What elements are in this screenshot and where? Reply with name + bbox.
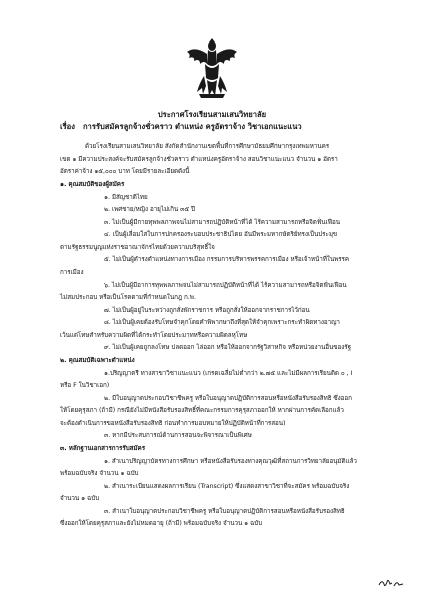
body-line: การเมือง xyxy=(60,269,84,276)
subject-key: เรื่อง xyxy=(60,122,75,131)
announcement-subject xyxy=(60,121,424,133)
body-line: ๑. สำเนาปริญญาบัตรทางการศึกษา หรือหนังสือรับรองทางคุณวุฒิที่สถานการวิทยาลัยอนุมัติแล้ว xyxy=(104,458,357,465)
body-line: ๙. ไม่เป็นผู้เคยถูกลงโทษ ปลดออก ไล่ออก หรือให้ออกจากรัฐวิสาหกิจ หรือหน่วยงานอื่นของรัฐ xyxy=(104,344,351,351)
body-line: ๗. ไม่เป็นผู้อยู่ในระหว่างถูกสั่งพักราชการ หรือถูกสั่งให้ออกจากราชการไว้ก่อน xyxy=(104,307,310,314)
body-line: เขต ๑ มีความประสงค์จะรับสมัครลูกจ้างชั่วคราว ตำแหน่งครูอัตราจ้าง สอนวิชาแนะแนว จำนวน ๑ อัตรา xyxy=(60,156,338,163)
body-line: ซึ่งออกให้โดยคุรุสภาและยังไม่หมดอายุ (ถ้ามี) พร้อมฉบับจริง จำนวน ๑ ฉบับ xyxy=(60,520,263,527)
body-line: ๒. มีใบอนุญาตประกอบวิชาชีพครู หรือใบอนุญาตปฏิบัติการสอนหรือหนังสือรับรองสิทธิ ซึ่งออก xyxy=(104,395,352,402)
announcement-title: ประกาศโรงเรียนสามเสนวิทยาลัย xyxy=(157,110,267,119)
body-line: เว้นแต่โทษสำหรับความผิดที่ได้กระทำโดยประมาทหรือความผิดลหุโทษ xyxy=(60,332,248,339)
body-line: ๑.ปริญญาตรี ทางสาขาวิชาแนะแนว (เกรดเฉลี่ยไม่ต่ำกว่า ๒.๗๕ และไม่มีผลการเรียนติด ๐ , I xyxy=(104,370,353,377)
section-heading: ๒. คุณสมบัติเฉพาะตำแหน่ง xyxy=(60,357,135,364)
body-line: อัตราค่าจ้าง ๑๕,๐๐๐ บาท โดยมีรายละเอียดดังนี้ xyxy=(60,168,190,175)
body-line: ๓. สำเนาใบอนุญาตประกอบวิชาชีพครู หรือใบอนุญาตปฏิบัติการสอนหรือหนังสือรับรองสิทธิ xyxy=(104,508,345,515)
body-line: ๘. ไม่เป็นผู้เคยต้องรับโทษจำคุกโดยคำพิพากษาถึงที่สุดให้จำคุกเพราะกระทำผิดทางอาญา xyxy=(104,319,340,326)
body-line: ให้โดยคุรุสภา (ถ้ามี) กรณียังไม่มีหนังสือรับรองสิทธิ์ที่คณะกรรมการคุรุสภาออกให้ หากผ่านการคัดเลือกแล้ว xyxy=(60,407,344,414)
body-line: ๔. เป็นผู้เลื่อมใสในการปกครองระบอบประชาธิปไตย อันมีพระมหากษัตริย์ทรงเป็นประมุข xyxy=(104,231,338,238)
subject-text: การรับสมัครลูกจ้างชั่วคราว ตำแหน่ง ครูอัตราจ้าง วิชาเอกแนะแนว xyxy=(82,122,302,131)
section-heading: ๑. คุณสมบัติของผู้สมัคร xyxy=(60,181,125,188)
garuda-emblem-icon xyxy=(185,38,239,100)
body-line: ๑. มีสัญชาติไทย xyxy=(104,194,148,201)
body-line: ๒. เพศชาย/หญิง อายุไม่เกิน ๓๕ ปี xyxy=(104,206,195,213)
body-line: ด้วยโรงเรียนสามเสนวิทยาลัย สังกัดสำนักงานเขตพื้นที่การศึกษามัธยมศึกษากรุงเทพมหานคร xyxy=(85,143,330,150)
body-line: จะต้องดำเนินการขอหนังสือรับรองสิทธิ ก่อนทำการมอบหมายให้ปฏิบัติหน้าที่การสอน) xyxy=(60,420,286,427)
body-line: ๓. หากมีประสบการณ์ด้านการสอนจะพิจารณาเป็นพิเศษ xyxy=(104,432,252,439)
body-line: หรือ F ในวิชาเอก) xyxy=(60,382,110,389)
section-heading: ๓. หลักฐานเอกสารการรับสมัคร xyxy=(60,445,146,452)
body-line: จำนวน ๑ ฉบับ xyxy=(60,495,100,502)
body-line: ๒. สำเนาระเบียนแสดงผลการเรียน (Transcript) ซึ่งแสดงสาขาวิชาที่จะสมัคร พร้อมฉบับจริง xyxy=(104,483,350,490)
body-line: ไม่สมประกอบ หรือเป็นโรคตามที่กำหนดในกฎ ก.พ. xyxy=(60,294,196,301)
body-line: ๓. ไม่เป็นผู้มีกายทุพพลภาพจนไม่สามารถปฏิบัติหน้าที่ได้ ไร้ความสามารถหรือจิตฟั่นเฟือน xyxy=(104,219,340,226)
signature-icon xyxy=(378,576,404,590)
body-line: ตามรัฐธรรมนูญแห่งราชอาณาจักรไทยด้วยความบริสุทธิ์ใจ xyxy=(60,244,215,251)
body-line: ๕. ไม่เป็นผู้ดำรงตำแหน่งทางการเมือง กรรมการบริหารพรรคการเมือง หรือเจ้าหน้าที่ในพรรค xyxy=(104,256,350,263)
body-line: ๖. ไม่เป็นผู้มีอาการทุพพลภาพจนไม่สามารถปฏิบัติหน้าที่ได้ ไร้ความสามารถหรือจิตฟั่นเฟือน xyxy=(104,282,347,289)
body-line: พร้อมฉบับจริง จำนวน ๑ ฉบับ xyxy=(60,470,139,477)
